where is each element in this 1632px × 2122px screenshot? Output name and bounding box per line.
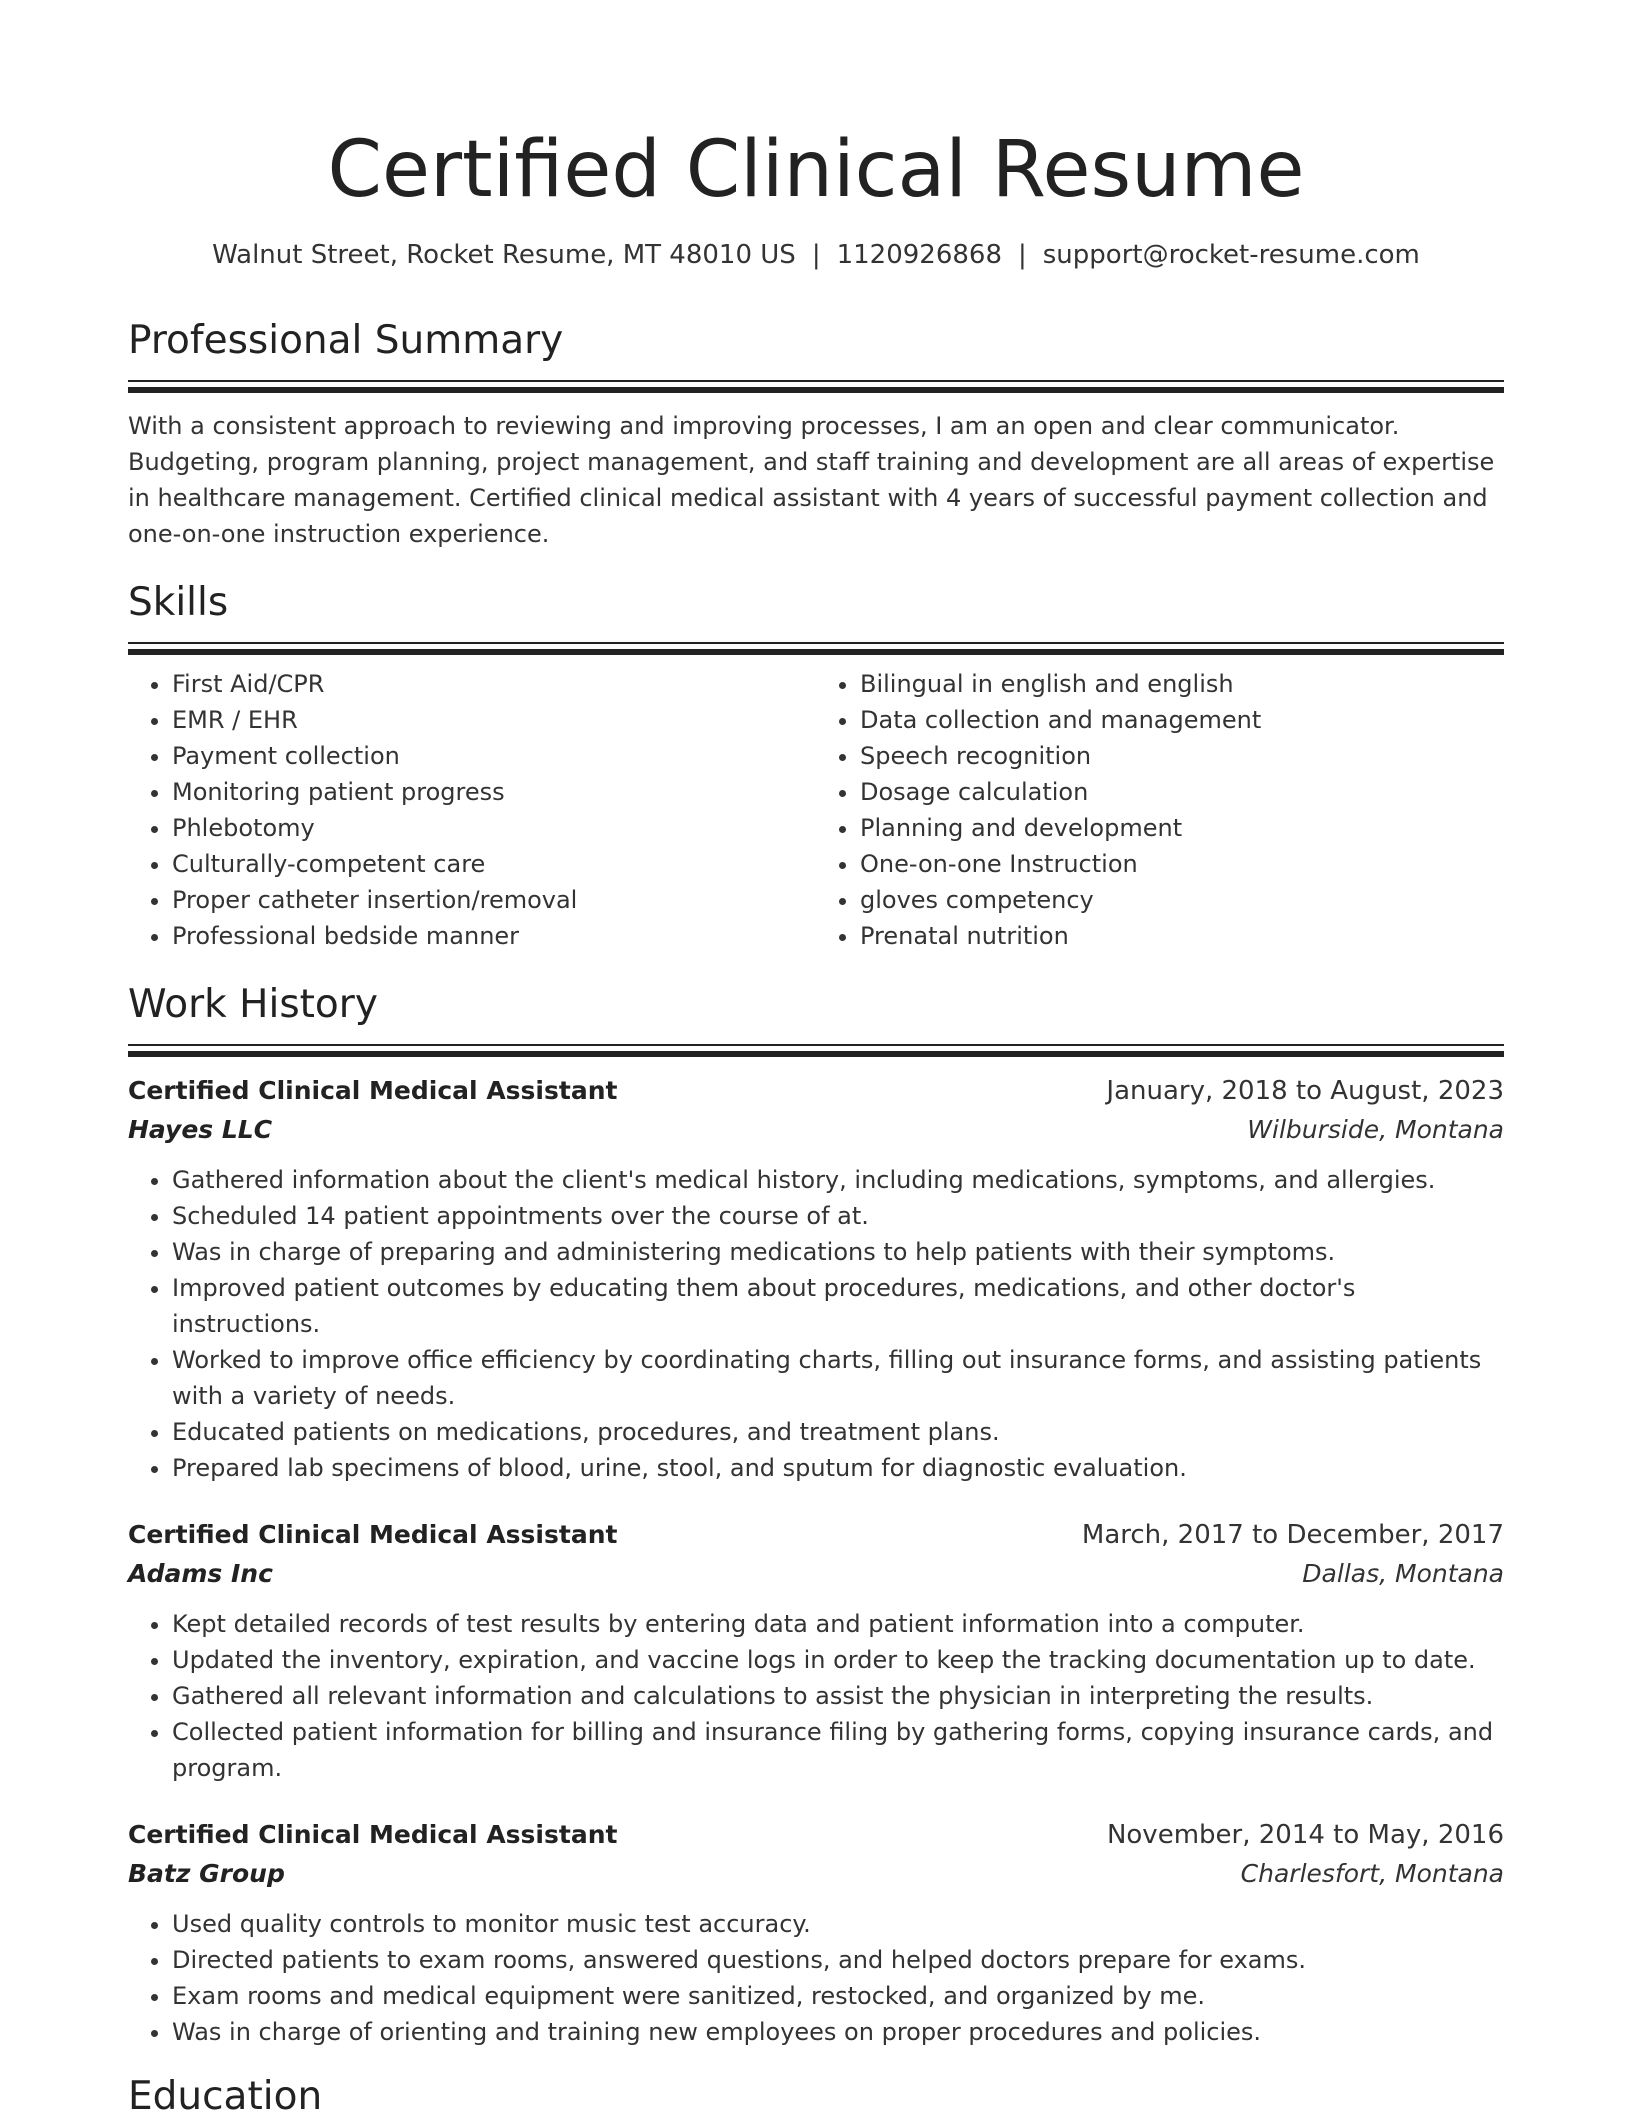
job-bullet: • Updated the inventory, expiration, and vaccine logs in order to keep the tracking documentation up to date. xyxy=(172,1642,1504,1678)
skill-item: • Bilingual in english and english xyxy=(860,666,1504,702)
skills-heading: Skills xyxy=(128,580,229,625)
job-bullet: • Was in charge of preparing and administering medications to help patients with their symptoms. xyxy=(172,1234,1504,1270)
job-company: Batz Group xyxy=(128,1859,285,1888)
section-divider xyxy=(128,642,1504,656)
work-history-section xyxy=(128,980,1504,2050)
summary-heading: Professional Summary xyxy=(128,318,564,363)
education-section xyxy=(128,2072,1504,2122)
skill-item: • Data collection and management xyxy=(860,702,1504,738)
skill-item: • Dosage calculation xyxy=(860,774,1504,810)
job-bullets xyxy=(128,1906,1504,2050)
job-bullet: • Collected patient information for billing and insurance filing by gathering forms, copying insurance cards, and program. xyxy=(172,1714,1504,1786)
job-entry xyxy=(128,1816,1504,2050)
job-dates: January, 2018 to August, 2023 xyxy=(1106,1076,1504,1106)
contact-line xyxy=(128,238,1504,272)
skill-item: • Culturally-competent care xyxy=(172,846,816,882)
work-history-heading: Work History xyxy=(128,982,378,1027)
job-bullet: • Worked to improve office efficiency by coordinating charts, filling out insurance forms, and assisting patients with a variety of needs. xyxy=(172,1342,1504,1414)
skills-left-list xyxy=(128,666,816,954)
job-title: Certified Clinical Medical Assistant xyxy=(128,1520,618,1549)
education-heading: Education xyxy=(128,2074,323,2119)
job-bullet: • Scheduled 14 patient appointments over the course of at. xyxy=(172,1198,1504,1234)
job-title: Certified Clinical Medical Assistant xyxy=(128,1076,618,1105)
job-location: Wilburside, Montana xyxy=(1247,1115,1504,1144)
summary-section xyxy=(128,316,1504,552)
job-entry xyxy=(128,1072,1504,1486)
skills-section xyxy=(128,578,1504,954)
job-entry xyxy=(128,1516,1504,1786)
contact-separator: | xyxy=(1018,240,1027,270)
job-bullet: • Gathered all relevant information and calculations to assist the physician in interpreting the results. xyxy=(172,1678,1504,1714)
job-dates: March, 2017 to December, 2017 xyxy=(1081,1520,1504,1550)
skill-item: • Speech recognition xyxy=(860,738,1504,774)
section-divider xyxy=(128,1044,1504,1058)
summary-text: With a consistent approach to reviewing and improving processes, I am an open and clear communicator. Budgeting, program planning, project management, and staff training and development are all areas of expertise in healthcare management. Certified clinical medical assistant with 4 years of successful payment collection and one-on-one instruction experience. xyxy=(128,412,1495,548)
skill-item: • First Aid/CPR xyxy=(172,666,816,702)
skill-item: • Monitoring patient progress xyxy=(172,774,816,810)
skills-right-list xyxy=(816,666,1504,954)
job-bullet: • Exam rooms and medical equipment were sanitized, restocked, and organized by me. xyxy=(172,1978,1504,2014)
contact-phone: 1120926868 xyxy=(836,240,1002,270)
skill-item: • Planning and development xyxy=(860,810,1504,846)
job-bullet: • Gathered information about the client's medical history, including medications, symptoms, and allergies. xyxy=(172,1162,1504,1198)
job-bullet: • Used quality controls to monitor music test accuracy. xyxy=(172,1906,1504,1942)
skill-item: • gloves competency xyxy=(860,882,1504,918)
section-divider xyxy=(128,380,1504,394)
contact-address: Walnut Street, Rocket Resume, MT 48010 US xyxy=(212,240,796,270)
resume-title: Certified Clinical Resume xyxy=(327,125,1305,215)
job-dates: November, 2014 to May, 2016 xyxy=(1106,1820,1504,1850)
job-bullet: • Was in charge of orienting and training new employees on proper procedures and policies. xyxy=(172,2014,1504,2050)
job-bullet: • Improved patient outcomes by educating them about procedures, medications, and other doctor's instructions. xyxy=(172,1270,1504,1342)
skill-item: • Phlebotomy xyxy=(172,810,816,846)
skill-item: • EMR / EHR xyxy=(172,702,816,738)
job-bullets xyxy=(128,1606,1504,1786)
resume-page xyxy=(128,0,1504,2122)
job-bullet: • Kept detailed records of test results by entering data and patient information into a computer. xyxy=(172,1606,1504,1642)
job-bullet: • Directed patients to exam rooms, answered questions, and helped doctors prepare for exams. xyxy=(172,1942,1504,1978)
skill-item: • Professional bedside manner xyxy=(172,918,816,954)
contact-email: support@rocket-resume.com xyxy=(1042,240,1420,270)
job-bullet: • Prepared lab specimens of blood, urine, stool, and sputum for diagnostic evaluation. xyxy=(172,1450,1504,1486)
job-bullet: • Educated patients on medications, procedures, and treatment plans. xyxy=(172,1414,1504,1450)
skill-item: • One-on-one Instruction xyxy=(860,846,1504,882)
job-title: Certified Clinical Medical Assistant xyxy=(128,1820,618,1849)
skills-columns xyxy=(128,666,1504,954)
contact-separator: | xyxy=(811,240,821,270)
job-company: Adams Inc xyxy=(128,1559,273,1588)
skill-item: • Payment collection xyxy=(172,738,816,774)
job-location: Dallas, Montana xyxy=(1302,1559,1504,1588)
skill-item: • Proper catheter insertion/removal xyxy=(172,882,816,918)
job-location: Charlesfort, Montana xyxy=(1240,1859,1504,1888)
skill-item: • Prenatal nutrition xyxy=(860,918,1504,954)
job-company: Hayes LLC xyxy=(128,1115,273,1144)
job-bullets xyxy=(128,1162,1504,1486)
